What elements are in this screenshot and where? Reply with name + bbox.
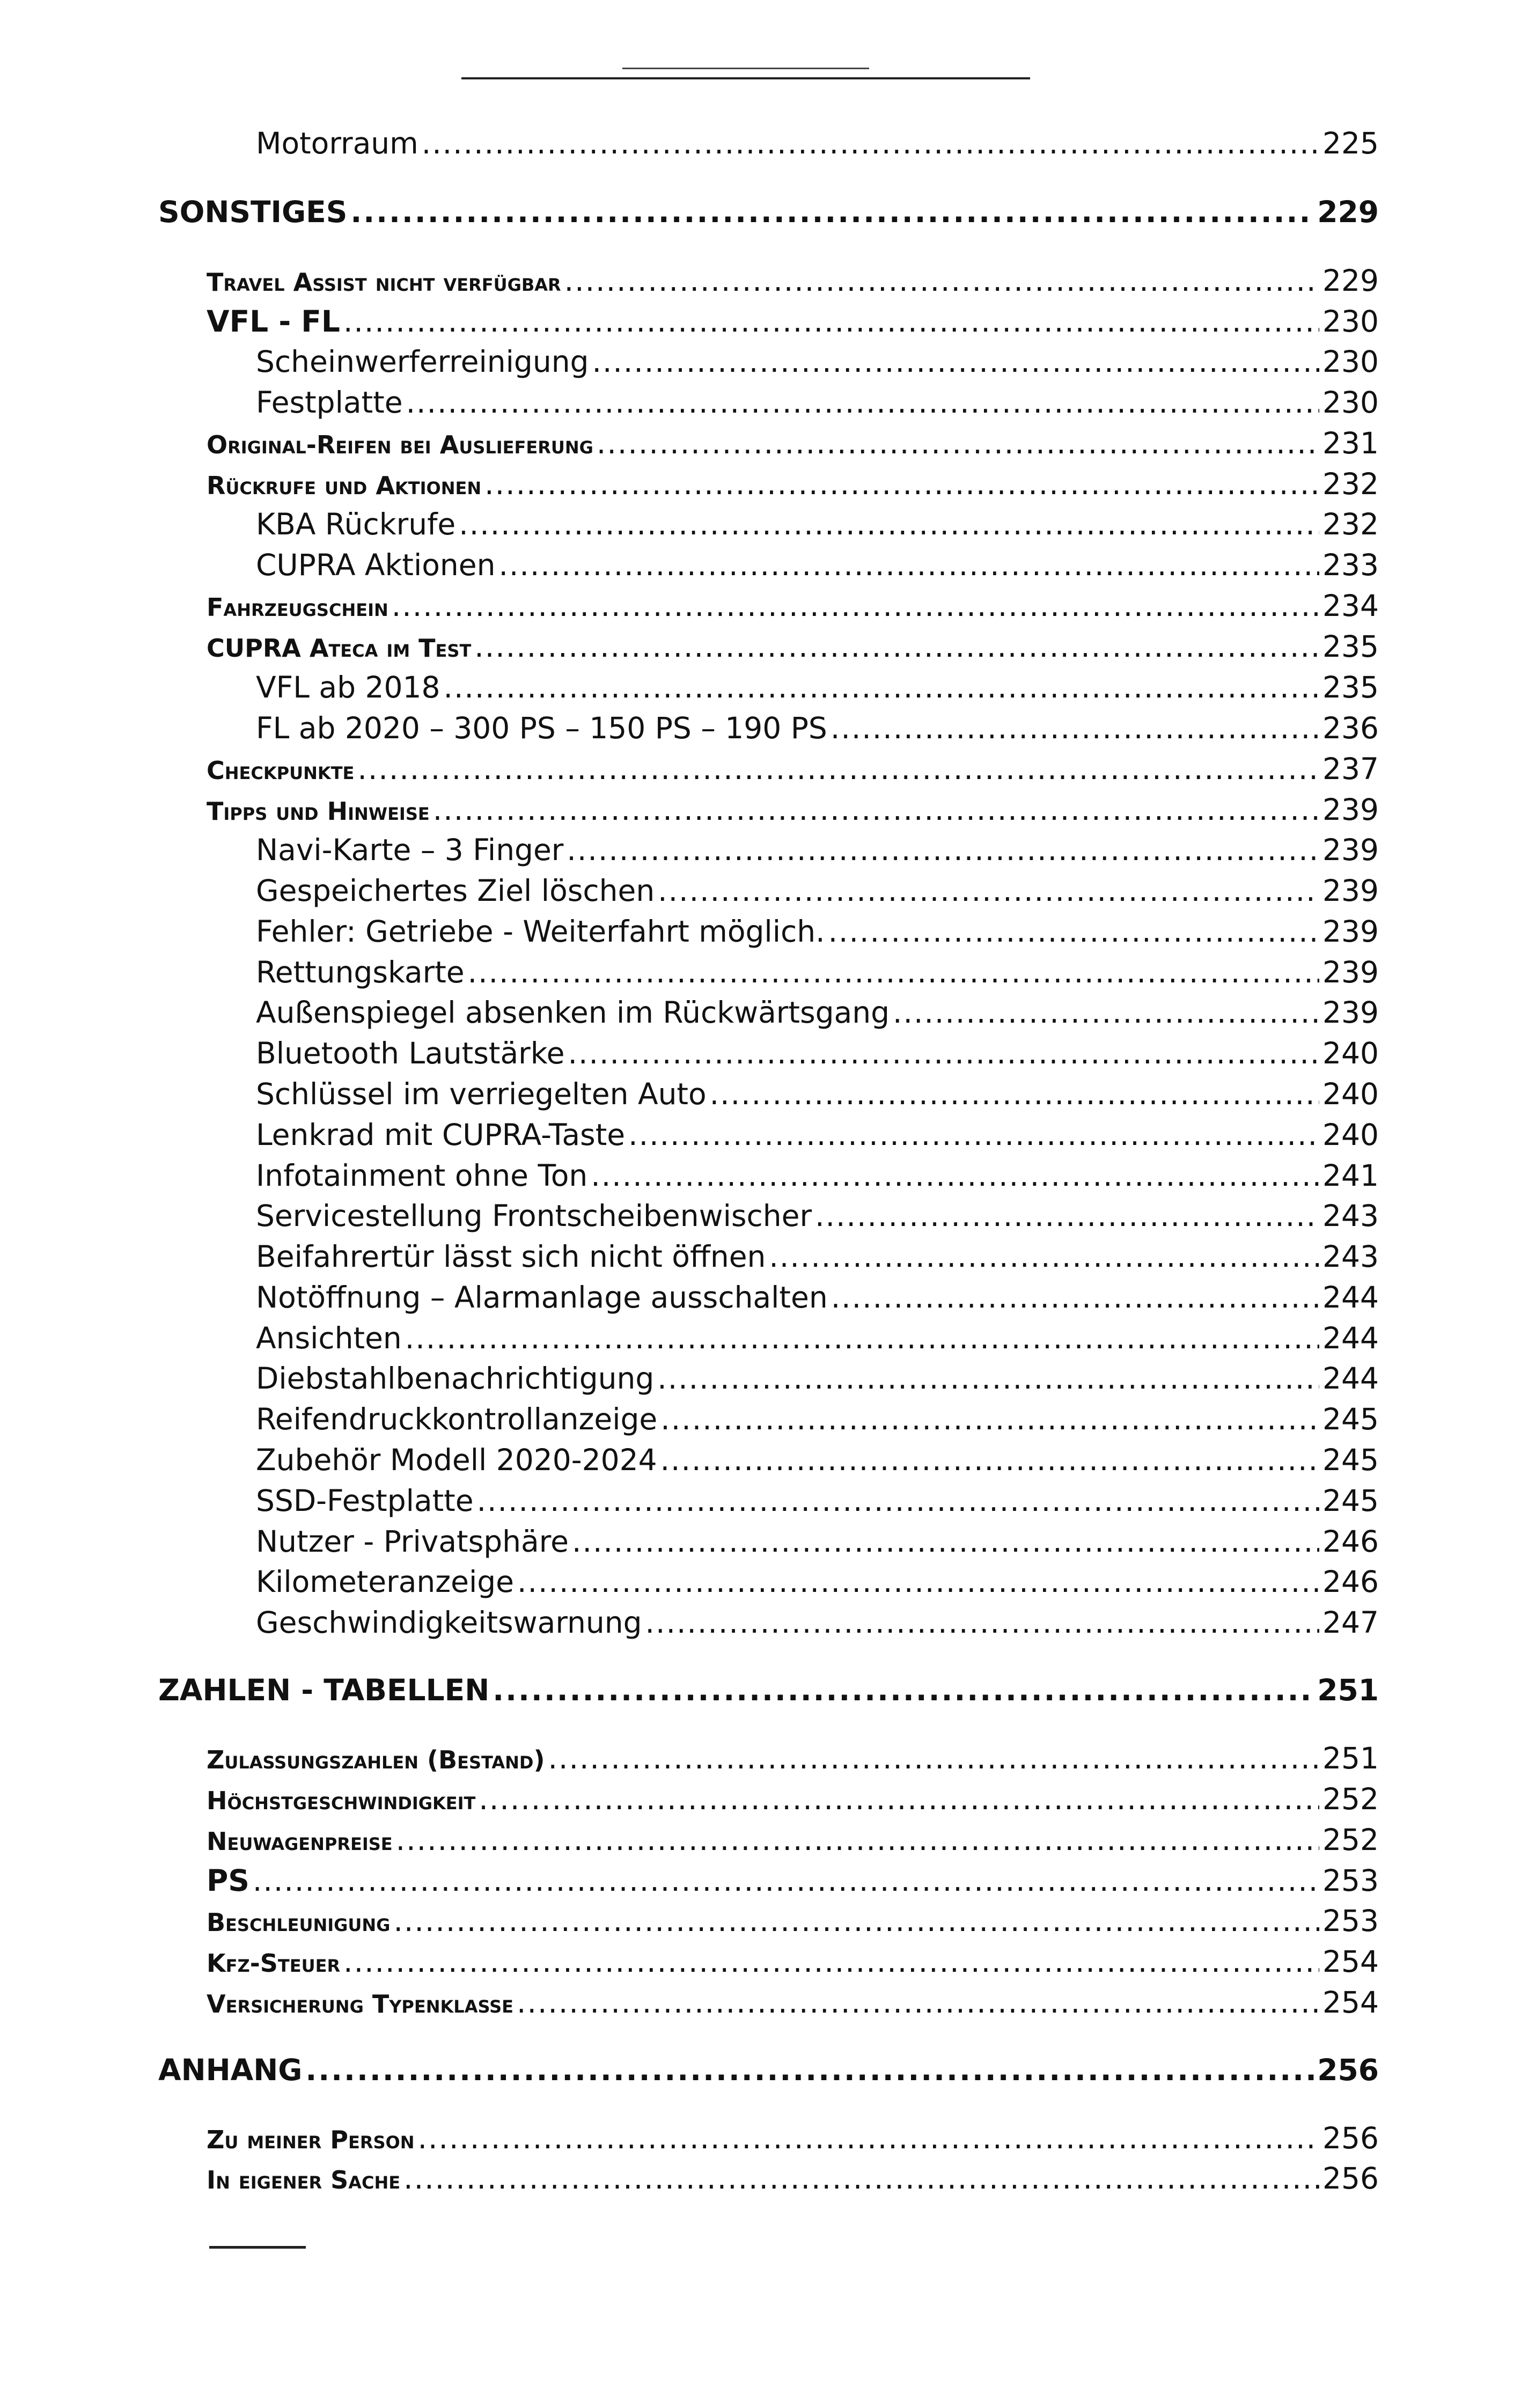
dot-leader (657, 1364, 1319, 1393)
toc-entry[interactable] (256, 126, 1379, 160)
toc-section-page: 231 (1322, 426, 1379, 460)
toc-entry-page: 235 (1322, 670, 1379, 704)
toc-section[interactable] (207, 1985, 1379, 2020)
dot-leader (459, 510, 1319, 539)
dot-leader (393, 1906, 1319, 1936)
toc-entry[interactable] (256, 1605, 1379, 1640)
toc-section[interactable] (207, 263, 1379, 298)
toc-entry-page: 240 (1322, 1118, 1379, 1152)
dot-leader (479, 1785, 1319, 1814)
toc-entry-title: Diebstahlbenachrichtigung (256, 1361, 655, 1396)
toc-entry-page: 240 (1322, 1036, 1379, 1070)
toc-section-page: 232 (1322, 467, 1379, 501)
toc-entry[interactable] (256, 873, 1379, 908)
toc-entry-page: 225 (1322, 126, 1379, 160)
footnote-rule (209, 2246, 306, 2249)
toc-entry[interactable] (256, 1402, 1379, 1436)
toc-entry-title: SSD-Festplatte (256, 1484, 474, 1518)
dot-leader (564, 266, 1319, 296)
toc-section-page: 252 (1322, 1823, 1379, 1857)
toc-entry-page: 236 (1322, 711, 1379, 745)
toc-section-page: 252 (1322, 1782, 1379, 1816)
toc-entry-title: Festplatte (256, 385, 403, 420)
dot-leader (710, 1080, 1319, 1109)
toc-entry-title: Reifendruckkontrollanzeige (256, 1402, 658, 1436)
toc-entry-page: 246 (1322, 1524, 1379, 1559)
dot-leader (392, 591, 1319, 621)
toc-section-title: Beschleunigung (207, 1908, 391, 1937)
toc-section-page: 251 (1322, 1741, 1379, 1775)
toc-section-title: Kfz-Steuer (207, 1949, 341, 1978)
toc-entry[interactable] (256, 344, 1379, 379)
dot-leader (403, 2164, 1319, 2193)
toc-section-title: In eigener Sache (207, 2165, 401, 2194)
toc-entry-title: CUPRA Aktionen (256, 548, 496, 582)
toc-entry-page: 243 (1322, 1199, 1379, 1233)
toc-entry-title: Gespeichertes Ziel löschen (256, 873, 655, 908)
toc-entry-page: 241 (1322, 1158, 1379, 1193)
toc-chapter[interactable] (158, 197, 1379, 227)
toc-section-title: CUPRA Ateca im Test (207, 634, 472, 663)
toc-section[interactable] (207, 591, 1379, 621)
toc-section-title: Tipps und Hinweise (207, 797, 430, 826)
toc-entry[interactable] (256, 1158, 1379, 1193)
toc-entry-title: Notöffnung – Alarmanlage ausschalten (256, 1280, 828, 1315)
toc-section-page: 254 (1322, 1944, 1379, 1979)
dot-leader (343, 307, 1319, 336)
toc-entry[interactable] (256, 955, 1379, 989)
toc-section[interactable] (207, 792, 1379, 827)
toc-section[interactable] (207, 2121, 1379, 2155)
toc-section-title: Checkpunkte (207, 756, 355, 785)
toc-section[interactable] (207, 1782, 1379, 1816)
toc-entry-page: 247 (1322, 1605, 1379, 1640)
dot-leader (343, 1947, 1319, 1977)
toc-section-title: VFL - FL (207, 304, 340, 339)
toc-entry-page: 245 (1322, 1402, 1379, 1436)
toc-entry-title: Servicestellung Frontscheibenwischer (256, 1199, 812, 1233)
dot-leader (474, 632, 1319, 662)
dot-leader (433, 795, 1319, 825)
toc-section-page: 253 (1322, 1904, 1379, 1938)
toc-entry[interactable] (256, 1524, 1379, 1559)
toc-section-page: 237 (1322, 752, 1379, 786)
dot-leader (517, 1567, 1319, 1597)
toc-entry[interactable] (256, 995, 1379, 1030)
toc-entry-page: 244 (1322, 1280, 1379, 1315)
toc-section[interactable] (207, 754, 1379, 784)
dot-leader (815, 1201, 1319, 1231)
dot-leader (658, 876, 1319, 906)
toc-entry[interactable] (256, 1239, 1379, 1274)
toc-entry-title: Rettungskarte (256, 955, 465, 989)
toc-entry-page: 239 (1322, 955, 1379, 989)
toc-section-page: 253 (1322, 1863, 1379, 1898)
toc-entry[interactable] (256, 1321, 1379, 1355)
dot-leader (468, 958, 1319, 987)
dot-leader (572, 1527, 1319, 1557)
toc-section[interactable] (207, 1825, 1379, 1855)
toc-entry[interactable] (256, 1077, 1379, 1111)
toc-entry-page: 243 (1322, 1239, 1379, 1274)
dot-leader (422, 129, 1319, 158)
toc-entry-title: Geschwindigkeitswarnung (256, 1605, 642, 1640)
toc-chapter[interactable] (158, 1673, 1379, 1707)
toc-entry[interactable] (256, 835, 1379, 865)
dot-leader (893, 998, 1319, 1027)
toc-entry-page: 239 (1322, 995, 1379, 1030)
toc-entry[interactable] (256, 1445, 1379, 1475)
dot-leader (305, 2055, 1314, 2085)
toc-entry-title: Fehler: Getriebe - Weiterfahrt möglich. (256, 914, 825, 949)
dot-leader (253, 1866, 1319, 1896)
toc-section[interactable] (207, 2161, 1379, 2196)
toc-section-title: Neuwagenpreise (207, 1827, 393, 1856)
toc-entry[interactable] (256, 914, 1379, 949)
toc-section-title: Fahrzeugschein (207, 593, 388, 622)
toc-section-title: Höchstgeschwindigkeit (207, 1786, 476, 1815)
toc-entry-page: 239 (1322, 873, 1379, 908)
toc-entry-title: Schlüssel im verriegelten Auto (256, 1077, 707, 1111)
toc-entry-title: Motorraum (256, 126, 418, 160)
toc-section-page: 239 (1322, 792, 1379, 827)
toc-entry-title: Navi-Karte – 3 Finger (256, 833, 564, 867)
dot-leader (498, 550, 1319, 580)
toc-entry-page: 239 (1322, 833, 1379, 867)
toc-entry[interactable] (256, 1280, 1379, 1315)
dot-leader (568, 1039, 1320, 1068)
toc-entry-page: 246 (1322, 1565, 1379, 1599)
toc-chapter-title: ZAHLEN - TABELLEN (158, 1673, 490, 1707)
dot-leader (592, 347, 1319, 377)
toc-entry-title: FL ab 2020 – 300 PS – 150 PS – 190 PS (256, 711, 827, 745)
dot-leader (350, 197, 1314, 227)
toc-entry-page: 244 (1322, 1361, 1379, 1396)
dot-leader (418, 2124, 1320, 2153)
toc-entry[interactable] (256, 670, 1379, 704)
dot-leader (443, 673, 1319, 702)
toc-entry[interactable] (256, 1486, 1379, 1516)
toc-entry[interactable] (256, 507, 1379, 541)
toc-entry-page: 244 (1322, 1321, 1379, 1355)
toc-entry[interactable] (256, 1361, 1379, 1396)
dot-leader (660, 1445, 1319, 1475)
toc-section-page: 229 (1322, 263, 1379, 298)
dot-leader (406, 388, 1319, 417)
toc-section[interactable] (207, 629, 1379, 664)
toc-chapter-title: SONSTIGES (158, 195, 348, 229)
toc-entry[interactable] (256, 550, 1379, 580)
toc-section-title: PS (207, 1863, 249, 1898)
toc-entry[interactable] (256, 1567, 1379, 1597)
dot-leader (484, 469, 1319, 499)
toc-section-title: Zulassungszahlen (Bestand) (207, 1745, 545, 1774)
toc-section[interactable] (207, 426, 1379, 460)
dot-leader (660, 1405, 1319, 1434)
toc-section-page: 230 (1322, 304, 1379, 339)
dot-leader (628, 1120, 1319, 1150)
toc-entry-title: Lenkrad mit CUPRA-Taste (256, 1118, 626, 1152)
toc-entry-title: Scheinwerferreinigung (256, 344, 589, 379)
toc-entry-title: Nutzer - Privatsphäre (256, 1524, 569, 1559)
dot-leader (597, 429, 1319, 458)
dot-leader (567, 835, 1319, 865)
toc-entry-page: 230 (1322, 344, 1379, 379)
toc-entry-title: KBA Rückrufe (256, 507, 456, 541)
toc-entry-title: VFL ab 2018 (256, 670, 440, 704)
toc-chapter-title: ANHANG (158, 2053, 303, 2087)
toc-entry-page: 240 (1322, 1077, 1379, 1111)
toc-chapter-page: 256 (1317, 2053, 1379, 2087)
toc-entry-title: Beifahrertür lässt sich nicht öffnen (256, 1239, 766, 1274)
dot-leader (831, 714, 1319, 743)
dot-leader (405, 1324, 1319, 1353)
toc-entry-title: Zubehör Modell 2020-2024 (256, 1443, 657, 1477)
toc-chapter[interactable] (158, 2055, 1379, 2085)
toc-section-title: Original-Reifen bei Auslieferung (207, 430, 593, 459)
toc-section[interactable] (207, 304, 1379, 339)
toc-section-page: 235 (1322, 629, 1379, 664)
toc-entry-page: 245 (1322, 1443, 1379, 1477)
dot-leader (645, 1608, 1320, 1638)
dot-leader (831, 1283, 1319, 1312)
toc-chapter-page: 251 (1317, 1673, 1379, 1707)
toc-entry[interactable] (256, 385, 1379, 420)
toc-section-page: 256 (1322, 2121, 1379, 2155)
dot-leader (396, 1825, 1319, 1855)
dot-leader (769, 1242, 1319, 1272)
toc-section-page: 234 (1322, 589, 1379, 623)
toc-section-page: 254 (1322, 1985, 1379, 2020)
toc-section[interactable] (207, 1741, 1379, 1775)
toc-entry[interactable] (256, 1120, 1379, 1150)
toc-entry[interactable] (256, 1036, 1379, 1070)
toc-entry-page: 230 (1322, 385, 1379, 420)
toc-section-title: Travel Assist nicht verfügbar (207, 268, 561, 297)
toc-chapter-page: 229 (1317, 195, 1379, 229)
toc-entry-page: 232 (1322, 507, 1379, 541)
dot-leader (548, 1744, 1320, 1773)
dot-leader (357, 754, 1319, 784)
toc-section[interactable] (207, 1906, 1379, 1936)
toc-entry-page: 239 (1322, 914, 1379, 949)
toc-section[interactable] (207, 469, 1379, 499)
toc-entry[interactable] (256, 1201, 1379, 1231)
toc-entry-title: Ansichten (256, 1321, 402, 1355)
toc-entry-title: Bluetooth Lautstärke (256, 1036, 565, 1070)
toc-section-page: 256 (1322, 2161, 1379, 2196)
toc-entry-title: Infotainment ohne Ton (256, 1158, 588, 1193)
toc-section[interactable] (207, 1944, 1379, 1979)
toc-entry-page: 233 (1322, 548, 1379, 582)
toc-entry-title: Außenspiegel absenken im Rückwärtsgang (256, 995, 890, 1030)
dot-leader (477, 1486, 1319, 1516)
toc-section[interactable] (207, 1863, 1379, 1898)
toc-section-title: Versicherung Typenklasse (207, 1989, 513, 2018)
toc-section-title: Zu meiner Person (207, 2125, 415, 2154)
toc-entry-title: Kilometeranzeige (256, 1565, 515, 1599)
toc-entry[interactable] (256, 711, 1379, 745)
dot-leader (517, 1988, 1319, 2017)
toc-section-title: Rückrufe und Aktionen (207, 471, 482, 500)
dot-leader (493, 1676, 1314, 1705)
dot-leader (591, 1161, 1319, 1191)
dot-leader (828, 917, 1319, 946)
toc-entry-page: 245 (1322, 1484, 1379, 1518)
